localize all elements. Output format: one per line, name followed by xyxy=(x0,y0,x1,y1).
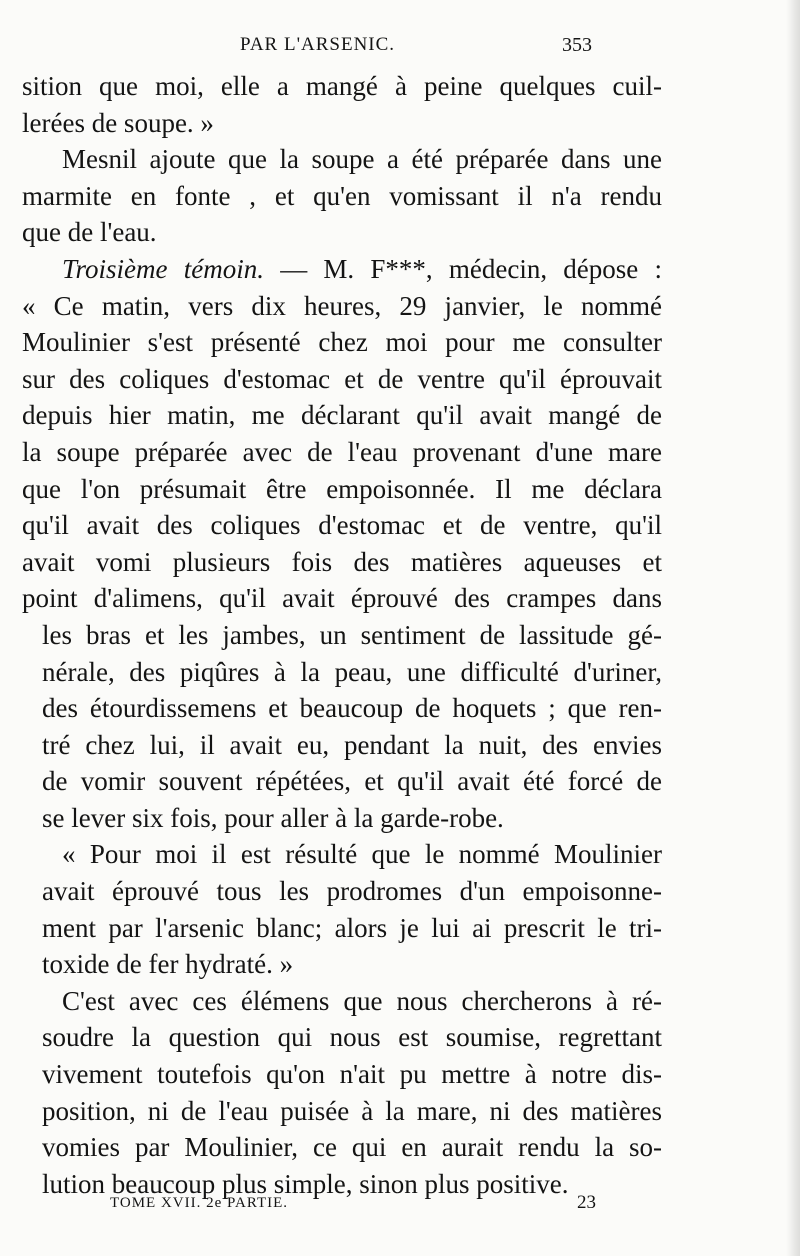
text-line: que de l'eau. xyxy=(22,217,157,248)
text-line: lerées de soupe. » xyxy=(22,107,214,138)
text-line: Mesnil ajoute que la soupe a été préparée dans une xyxy=(62,144,662,175)
text-line: ment par l'arsenic blanc; alors je lui ai prescrit le tri- xyxy=(42,912,662,943)
signature-mark: 23 xyxy=(577,1192,596,1213)
text-line: nérale, des piqûres à la peau, une difficulté d'uriner, xyxy=(42,656,662,687)
witness-label: Troisième témoin. xyxy=(62,253,264,284)
page-edge-shadow xyxy=(786,0,800,1256)
text-line: point d'alimens, qu'il avait éprouvé des crampes dans xyxy=(22,583,662,614)
text-line: sition que moi, elle a mangé à peine quelques cuil- xyxy=(22,71,662,101)
text-line: marmite en fonte , et qu'en vomissant il n'a rendu xyxy=(22,180,662,211)
text-line: avait vomi plusieurs fois des matières aqueuses et xyxy=(22,546,662,577)
witness-text: — M. F***, médecin, dépose : xyxy=(280,253,662,284)
page-number: 353 xyxy=(562,34,592,56)
body-text xyxy=(22,68,662,1202)
text-line: toxide de fer hydraté. » xyxy=(42,949,294,980)
text-line-witness xyxy=(22,251,662,288)
text-line: vivement toutefois qu'on n'ait pu mettre à notre dis- xyxy=(42,1059,662,1090)
text-line: lution beaucoup plus simple, sinon plus positive. xyxy=(42,1168,569,1199)
text-line: tré chez lui, il avait eu, pendant la nuit, des envies xyxy=(42,729,662,760)
printer-signature: TOME XVII. 2e PARTIE. xyxy=(110,1195,289,1211)
text-line: de vomir souvent répétées, et qu'il avait été forcé de xyxy=(42,766,662,797)
text-line: qu'il avait des coliques d'estomac et de ventre, qu'il xyxy=(22,510,662,541)
text-line: « Ce matin, vers dix heures, 29 janvier, le nommé xyxy=(22,290,662,321)
text-line: les bras et les jambes, un sentiment de lassitude gé- xyxy=(42,619,662,650)
text-line: soudre la question qui nous est soumise, regrettant xyxy=(42,1022,662,1053)
text-line: depuis hier matin, me déclarant qu'il avait mangé de xyxy=(22,400,662,431)
text-line: avait éprouvé tous les prodromes d'un empoisonne- xyxy=(42,876,662,907)
text-line: position, ni de l'eau puisée à la mare, ni des matières xyxy=(42,1095,662,1126)
page-header xyxy=(40,34,660,64)
running-head: PAR L'ARSENIC. xyxy=(240,34,396,55)
text-line: vomies par Moulinier, ce qui en aurait rendu la so- xyxy=(42,1132,662,1163)
text-line: des étourdissemens et beaucoup de hoquets ; que ren- xyxy=(42,693,662,724)
text-line: que l'on présumait être empoisonnée. Il me déclara xyxy=(22,473,662,504)
text-line: sur des coliques d'estomac et de ventre qu'il éprouvait xyxy=(22,363,662,394)
text-line: C'est avec ces élémens que nous chercherons à ré- xyxy=(62,985,662,1016)
page-footer xyxy=(40,1192,660,1225)
text-line: se lever six fois, pour aller à la garde-robe. xyxy=(42,802,504,833)
text-line: « Pour moi il est résulté que le nommé Moulinier xyxy=(62,839,662,870)
text-line: la soupe préparée avec de l'eau provenant d'une mare xyxy=(22,436,662,467)
text-line: Moulinier s'est présenté chez moi pour me consulter xyxy=(22,327,662,358)
